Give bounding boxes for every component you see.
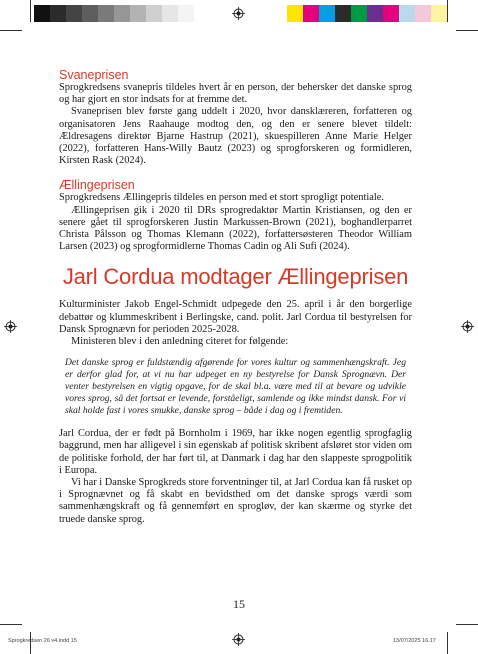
color-swatch — [383, 5, 399, 22]
file-slug: Sprogkredsen 26 v4.indd 15 — [8, 638, 77, 644]
color-swatch — [146, 5, 162, 22]
gray-calibration-bar — [34, 5, 194, 22]
color-swatch — [50, 5, 66, 22]
registration-mark-icon — [232, 633, 245, 646]
color-swatch — [34, 5, 50, 22]
section-title-svaneprisen: Svaneprisen — [59, 68, 129, 82]
color-swatch — [82, 5, 98, 22]
crop-mark — [0, 30, 22, 31]
color-swatch — [431, 5, 447, 22]
aellingeprisen-paragraph-2: Ællingeprisen gik i 2020 til DRs sprogredaktør Martin Kristiansen, og den er senere gået til sprogforskeren Justin Markussen-Brown (2021), boghandlerparret Christa Pålsson og Thomas Klemann (2022), forfattersøsteren Theodor William Larsen (2023) og sprogformidlerne Thomas Cadin og Ali Sufi (2024). — [59, 204, 412, 253]
article-paragraph-4: Vi har i Danske Sprogkreds store forventninger til, at Jarl Cordua kan få rusket op i Sprognævnet og få skabt en bevidsthed om det danske sprogs værdi som sammenhængskraft og få gennemført en sprogløv, der kan skærme og styrke det truede danske sprog. — [59, 477, 412, 525]
minister-quote: Det danske sprog er fuldstændig afgørende for vores kultur og sammenhængskraft. Jeg er derfor glad for, at vi nu har udpeget en ny bestyrelse for Dansk Sprognævn. Der venter bestyrelsen en vigtig opgave, for de skal bl.a. være med til at bevare og udvikle vores sprog, så det fortsat er levende, forståeligt, samlende og ikke mindst dansk. For vi skal holde fast i vores smukke, danske sprog – både i dag og i fremtiden. — [65, 357, 406, 417]
color-swatch — [162, 5, 178, 22]
color-swatch — [335, 5, 351, 22]
color-swatch — [447, 5, 463, 22]
crop-mark — [0, 624, 22, 625]
article-paragraph-2: Ministeren blev i den anledning citeret for følgende: — [71, 336, 289, 348]
page-content — [59, 68, 412, 526]
crop-mark — [447, 632, 448, 654]
article-headline: Jarl Cordua modtager Ællingeprisen — [62, 264, 409, 290]
date-slug: 13/07/2025 16.17 — [393, 638, 436, 644]
section-title-aellingeprisen: Ællingeprisen — [59, 178, 135, 193]
color-swatch — [66, 5, 82, 22]
registration-mark-icon — [4, 320, 17, 333]
color-swatch — [367, 5, 383, 22]
svaneprisen-paragraph-1: Sprogkredsens svanepris tildeles hvert år en person, der behersker det danske sprog og har gjort en stor indsats for at fremme det. — [59, 82, 412, 106]
article-paragraph-3: Jarl Cordua, der er født på Bornholm i 1969, har ikke nogen egentlig sprogfaglig baggrund, men har alligevel i sin egenskab af politisk skribent afsløret stor viden om de politiske forhold, der har ført til, at Danmark i dag har den slappeste sprogpolitik i Europa. — [59, 428, 412, 476]
color-swatch — [319, 5, 335, 22]
color-swatch — [178, 5, 194, 22]
color-swatch — [351, 5, 367, 22]
registration-mark-icon — [232, 7, 245, 20]
crop-mark — [30, 0, 31, 22]
svaneprisen-paragraph-2: Svaneprisen blev første gang uddelt i 2020, hvor dansklæreren, forfatteren og organisatoren Jens Raahauge modtog den, og den er senere blevet tildelt: Ældresagens direktør Bjarne Hastrup (2021), skuespilleren Anne Marie Helger (2022), forfatteren Hans-Willy Bautz (2023) og sprogforskeren og formidleren, Kirsten Rask (2024). — [59, 106, 412, 167]
crop-mark — [456, 30, 478, 31]
color-swatch — [130, 5, 146, 22]
color-calibration-bar — [287, 5, 463, 22]
page-number: 15 — [233, 597, 245, 611]
aellingeprisen-paragraph-1: Sprogkredsens Ællingepris tildeles en person med et stort sprogligt potentiale. — [59, 192, 384, 204]
registration-mark-icon — [461, 320, 474, 333]
color-swatch — [415, 5, 431, 22]
crop-mark — [447, 0, 448, 22]
crop-mark — [456, 624, 478, 625]
color-swatch — [303, 5, 319, 22]
color-swatch — [399, 5, 415, 22]
color-swatch — [98, 5, 114, 22]
color-swatch — [287, 5, 303, 22]
color-swatch — [114, 5, 130, 22]
article-paragraph-1: Kulturminister Jakob Engel-Schmidt udpegede den 25. april i år den borgerlige debattør og klummeskribent i Berlingske, cand. polit. Jarl Cordua til bestyrelsen for Dansk Sprognævn for perioden 2025-2028. — [59, 299, 412, 335]
